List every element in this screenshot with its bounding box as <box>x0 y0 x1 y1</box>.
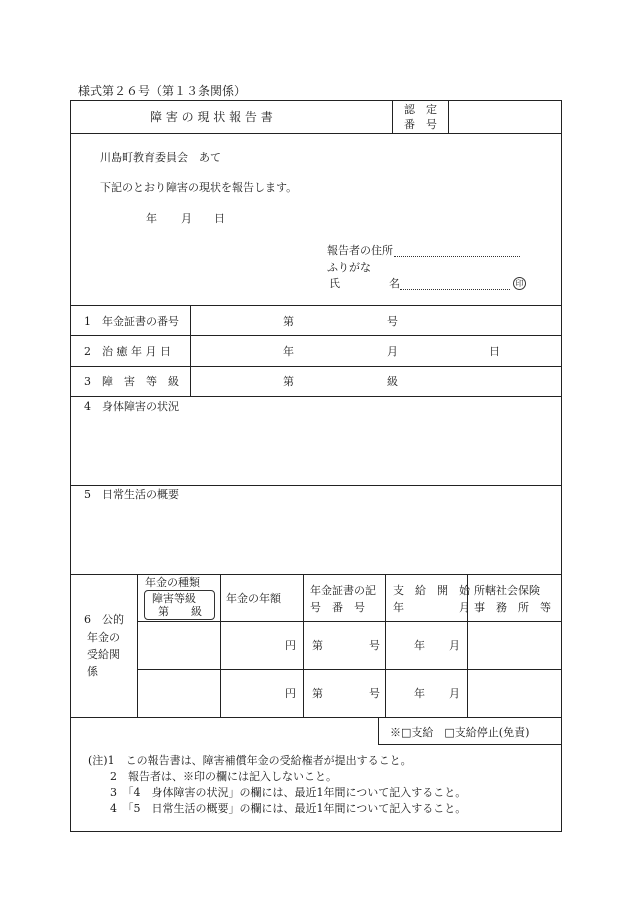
pension-row2-month: 月 <box>449 687 460 700</box>
row1-dai: 第 <box>283 315 294 328</box>
row1-go: 号 <box>387 315 398 328</box>
header-grade: 障害等級 <box>152 592 196 605</box>
note-2: 2 報告者は、※印の欄には記入しないこと。 <box>110 770 337 783</box>
row2-day: 日 <box>489 345 500 358</box>
header-office-2: 事 務 所 等 <box>474 601 551 614</box>
reporter-address-label: 報告者の住所 <box>327 244 393 257</box>
pension-row2-go: 号 <box>369 687 380 700</box>
seal-mark: 印 <box>513 277 526 290</box>
healing-date-field[interactable] <box>191 336 561 366</box>
header-office-1: 所轄社会保険 <box>474 584 540 597</box>
pension-row2-year: 年 <box>414 687 425 700</box>
bango-label: 番 号 <box>404 118 437 131</box>
row3-dai: 第 <box>283 375 294 388</box>
physical-disability-status-field[interactable] <box>71 415 561 484</box>
row2-label: 2 治 癒 年 月 日 <box>84 345 171 358</box>
header-cert-number-1: 年金証書の記 <box>310 584 376 597</box>
pension-row1-go: 号 <box>369 639 380 652</box>
reporter-name-field[interactable] <box>400 289 510 290</box>
row1-label: 1 年金証書の番号 <box>84 315 179 328</box>
pension-row2-fields[interactable] <box>138 670 561 716</box>
row4-label: 4 身体障害の状況 <box>84 400 179 413</box>
note-3: 3 「4 身体障害の状況」の欄には、最近1年間について記入すること。 <box>110 786 467 799</box>
row5-label: 5 日常生活の概要 <box>84 488 179 501</box>
date-day: 日 <box>214 212 225 225</box>
reporter-address-field[interactable] <box>394 256 520 257</box>
form-title: 障 害 の 現 状 報 告 書 <box>150 110 273 124</box>
pension-row1-month: 月 <box>449 639 460 652</box>
pension-row2-dai: 第 <box>312 687 323 700</box>
note-4: 4 「5 日常生活の概要」の欄には、最近1年間について記入すること。 <box>110 802 467 815</box>
row3-label: 3 障 害 等 級 <box>84 375 179 388</box>
sec6-label-2: 年金の <box>87 631 120 644</box>
reporter-name-shi: 氏 <box>329 277 340 290</box>
pension-row1-yen: 円 <box>285 639 296 652</box>
header-start-2: 年 月 <box>393 601 470 614</box>
header-start-1: 支 給 開 始 <box>393 584 470 597</box>
row2-year: 年 <box>283 345 294 358</box>
header-cert-number-2: 号 番 号 <box>310 601 365 614</box>
reporter-furigana-label: ふりがな <box>327 261 371 274</box>
pension-row1-dai: 第 <box>312 639 323 652</box>
certification-number-field[interactable] <box>449 101 549 132</box>
header-annual-amount: 年金の年額 <box>226 592 281 605</box>
sec6-label-1: 6 公的 <box>84 613 124 626</box>
form-id: 様式第２６号（第１３条関係） <box>78 84 247 98</box>
disability-grade-field[interactable] <box>191 367 561 396</box>
payment-status[interactable]: ※□支給 □支給停止(免責) <box>390 726 530 739</box>
daily-life-overview-field[interactable] <box>71 503 561 573</box>
date-year: 年 <box>146 212 157 225</box>
row2-month: 月 <box>387 345 398 358</box>
sec6-label-4: 係 <box>87 665 98 678</box>
row3-kyu: 級 <box>387 375 398 388</box>
date-month: 月 <box>181 212 192 225</box>
reporter-name-mei: 名 <box>389 277 400 290</box>
pension-certificate-number-field[interactable] <box>191 306 561 335</box>
pension-row1-year: 年 <box>414 639 425 652</box>
header-pension-kind: 年金の種類 <box>145 576 200 589</box>
nintei-label: 認 定 <box>404 103 437 116</box>
intro-text: 下記のとおり障害の現状を報告します。 <box>100 181 298 194</box>
sec6-label-3: 受給関 <box>87 648 120 661</box>
note-1: (注)1 この報告書は、障害補償年金の受給権者が提出すること。 <box>88 754 412 767</box>
pension-row2-yen: 円 <box>285 687 296 700</box>
addressee: 川島町教育委員会 あて <box>100 151 221 164</box>
pension-row1-fields[interactable] <box>138 622 561 668</box>
header-grade-dai: 第 級 <box>158 605 202 618</box>
